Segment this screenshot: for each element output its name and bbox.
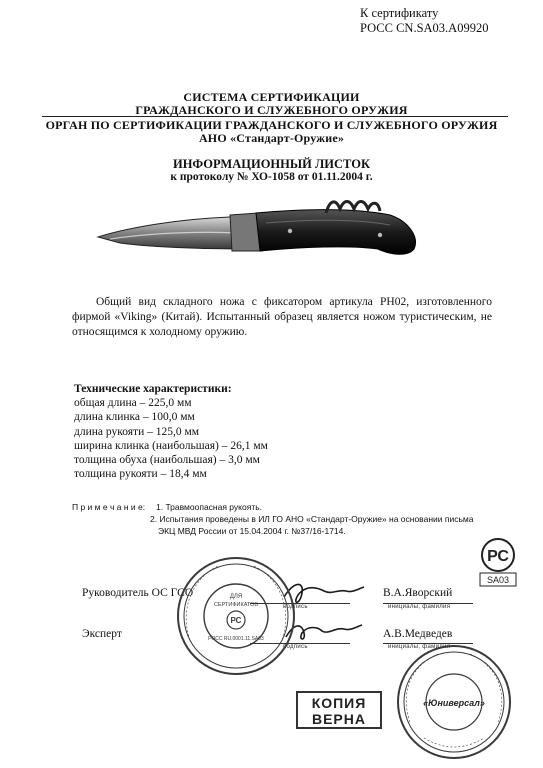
expert-label: Эксперт bbox=[82, 628, 122, 640]
head-name-caption: инициалы, фамилия bbox=[388, 604, 451, 610]
head-name: В.А.Яворский bbox=[383, 587, 453, 599]
document-title: ИНФОРМАЦИОННЫЙ ЛИСТОК bbox=[172, 157, 371, 171]
copy-stamp-line-2: ВЕРНА bbox=[311, 711, 366, 727]
header-organization: АНО «Стандарт-Оружие» bbox=[198, 131, 345, 145]
header-authority: ОРГАН ПО СЕРТИФИКАЦИИ ГРАЖДАНСКОГО И СЛУЖЕБНОГО ОРУЖИЯ bbox=[45, 118, 498, 132]
copy-certified-stamp bbox=[296, 691, 382, 729]
spec-item: ширина клинка (наибольшая) – 26,1 мм bbox=[74, 439, 268, 452]
certificate-reference-label: К сертификату bbox=[360, 6, 439, 20]
seal-text-top: ДЛЯ bbox=[229, 594, 243, 600]
rostest-mark bbox=[470, 536, 526, 588]
note-1: 1. Травмоопасная рукоять. bbox=[156, 502, 263, 512]
org-seal-name: «Юниверсал» bbox=[423, 698, 485, 708]
header-system-title: СИСТЕМА СЕРТИФИКАЦИИ bbox=[183, 90, 360, 104]
specs-title: Технические характеристики: bbox=[74, 383, 232, 395]
head-signatory-label: Руководитель ОС ГСО bbox=[82, 587, 194, 599]
expert-name-caption: инициалы, фамилия bbox=[388, 644, 451, 650]
seal-text-number: РОСС RU.0001.11.SA03 bbox=[208, 636, 264, 642]
expert-signature-caption: подпись bbox=[283, 644, 308, 650]
note-2-line-2: ЭКЦ МВД России от 15.04.2004 г. №37/16-1714. bbox=[158, 526, 346, 536]
svg-text:РС: РС bbox=[487, 548, 509, 565]
head-signature-caption: подпись bbox=[283, 604, 308, 610]
seal-text-mid: СЕРТИФИКАТОВ bbox=[213, 602, 259, 608]
note-2-line-1: 2. Испытания проведены в ИЛ ГО АНО «Стандарт-Оружие» на основании письма bbox=[150, 514, 474, 524]
expert-name: А.В.Медведев bbox=[383, 628, 453, 640]
svg-text:РС: РС bbox=[230, 616, 242, 625]
protocol-reference: к протоколу № ХО-1058 от 01.11.2004 г. bbox=[170, 171, 373, 183]
spec-item: длина клинка – 100,0 мм bbox=[74, 411, 195, 424]
notes-label: П р и м е ч а н и е: bbox=[72, 502, 146, 512]
certificate-reference bbox=[360, 6, 488, 36]
header-system-subtitle: ГРАЖДАНСКОГО И СЛУЖЕБНОГО ОРУЖИЯ bbox=[135, 103, 408, 117]
spec-item: толщина обуха (наибольшая) – 3,0 мм bbox=[74, 454, 260, 467]
spec-item: общая длина – 225,0 мм bbox=[74, 397, 192, 410]
spec-item: толщина рукояти – 18,4 мм bbox=[74, 468, 207, 481]
copy-stamp-line-1: КОПИЯ bbox=[311, 695, 367, 711]
technical-specifications bbox=[74, 382, 268, 481]
organization-seal bbox=[394, 642, 514, 762]
knife-description bbox=[72, 295, 492, 340]
knife-photo bbox=[90, 193, 430, 273]
certification-body-seal bbox=[172, 552, 300, 680]
header-divider bbox=[42, 116, 508, 117]
description-text: Общий вид складного ножа с фиксатором артикула PH02, изготовленного фирмой «Viking» (Китай). Испытанный образец является ножом туристическим, не относящимся к холодному оружию. bbox=[72, 296, 492, 338]
spec-item: длина рукояти – 125,0 мм bbox=[74, 425, 200, 438]
certificate-number: РОСС CN.SA03.A09920 bbox=[360, 21, 489, 35]
rostest-code: SA03 bbox=[486, 575, 510, 585]
